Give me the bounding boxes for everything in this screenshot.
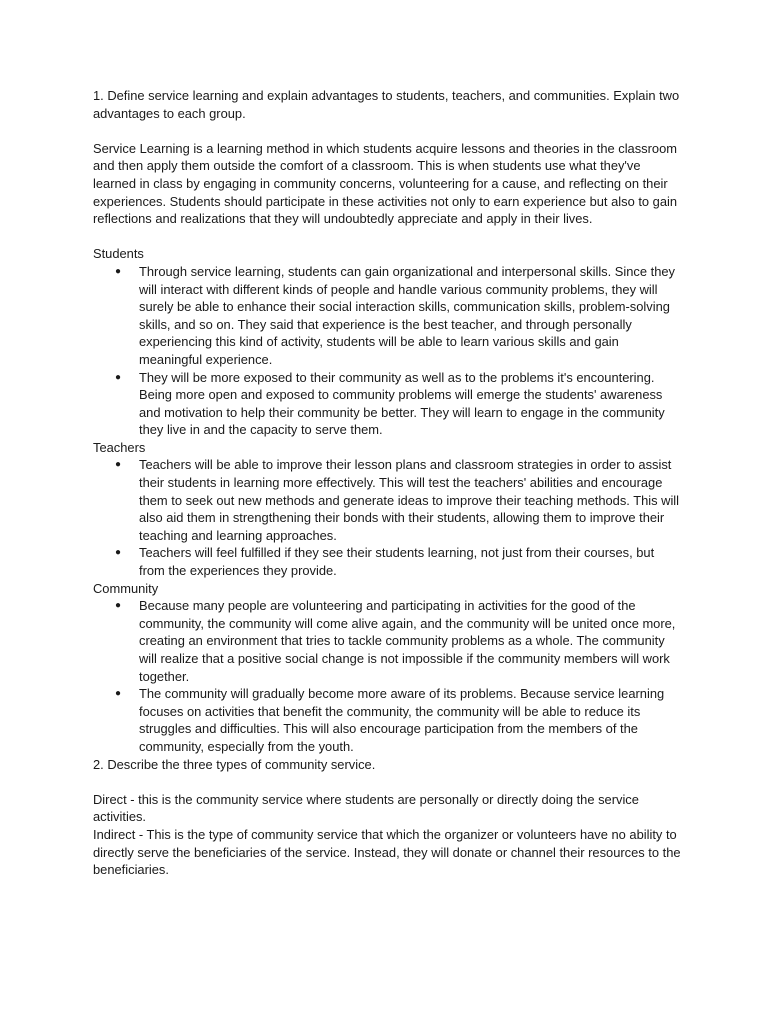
- community-advantages-list: [93, 597, 681, 755]
- bullet-icon: ●: [115, 688, 122, 700]
- list-item: [93, 597, 681, 685]
- group-heading-teachers: Teachers: [93, 439, 146, 455]
- list-item: [93, 685, 681, 755]
- service-learning-definition: Service Learning is a learning method in which students acquire lessons and theories in the classroom and then apply them outside the comfort of a classroom. This is when students use what they've learned in class by engaging in community concerns, volunteering for a cause, and reflecting on their experiences. Students should participate in these activities not only to earn experience but also to gain reflections and realizations that they will undoubtedly appreciate and apply in their lives.: [93, 140, 678, 227]
- document-page: [93, 87, 681, 879]
- service-type-direct: Direct - this is the community service where students are personally or directly doing the service activities.: [93, 791, 639, 825]
- list-item: [93, 369, 681, 439]
- group-heading-community: Community: [93, 580, 159, 596]
- question-2-prompt: 2. Describe the three types of community service.: [93, 756, 376, 772]
- bullet-icon: ●: [115, 547, 122, 559]
- bullet-icon: ●: [115, 371, 122, 383]
- list-item: [93, 456, 681, 544]
- list-item-text: Teachers will be able to improve their lesson plans and classroom strategies in order to assist their students in learning more effectively. This will test the teachers' abilities and encourage them to seek out new methods and generate ideas to improve their teaching methods. This will also aid them in strengthening their bonds with their students, allowing them to improve their teaching and learning approaches.: [139, 457, 680, 543]
- bullet-icon: ●: [115, 265, 122, 277]
- list-item-text: The community will gradually become more aware of its problems. Because service learning focuses on activities that benefit the community, the community will be able to reduce its struggles and difficulties. This will also encourage participation from the members of the community, especially from the youth.: [139, 686, 665, 754]
- list-item-text: Teachers will feel fulfilled if they see their students learning, not just from their courses, but from the experiences they provide.: [139, 545, 655, 579]
- list-item: [93, 544, 681, 579]
- group-heading-students: Students: [93, 246, 144, 262]
- list-item: [93, 263, 681, 369]
- spacer: [93, 122, 681, 140]
- spacer: [93, 773, 681, 791]
- students-advantages-list: [93, 263, 681, 439]
- bullet-icon: ●: [115, 459, 122, 471]
- teachers-advantages-list: [93, 456, 681, 579]
- list-item-text: Through service learning, students can gain organizational and interpersonal skills. Since they will interact with different kinds of people and handle various community problems, they will surely be able to enhance their social interaction skills, communication skills, problem-solving skills, and so on. They said that experience is the best teacher, and through personally experiencing this kind of activity, students will be able to learn various skills and gain meaningful experience.: [139, 263, 675, 367]
- bullet-icon: ●: [115, 600, 122, 612]
- service-type-indirect: Indirect - This is the type of community service that which the organizer or volunteers have no ability to directly serve the beneficiaries of the service. Instead, they will donate or channel their resources to the beneficiaries.: [93, 826, 681, 878]
- spacer: [93, 228, 681, 246]
- list-item-text: They will be more exposed to their community as well as to the problems it's encountering. Being more open and exposed to community problems will emerge the students' awareness and motivation to help their community be better. They will learn to engage in the community they live in and the capacity to serve them.: [139, 369, 665, 438]
- list-item-text: Because many people are volunteering and participating in activities for the good of the community, the community will come alive again, and the community will be united once more, creating an environment that tries to tackle community problems as a whole. The community will realize that a positive social change is not impossible if the community members will work together.: [139, 598, 676, 684]
- question-1-prompt: 1. Define service learning and explain advantages to students, teachers, and communities. Explain two advantages to each group.: [93, 88, 680, 121]
